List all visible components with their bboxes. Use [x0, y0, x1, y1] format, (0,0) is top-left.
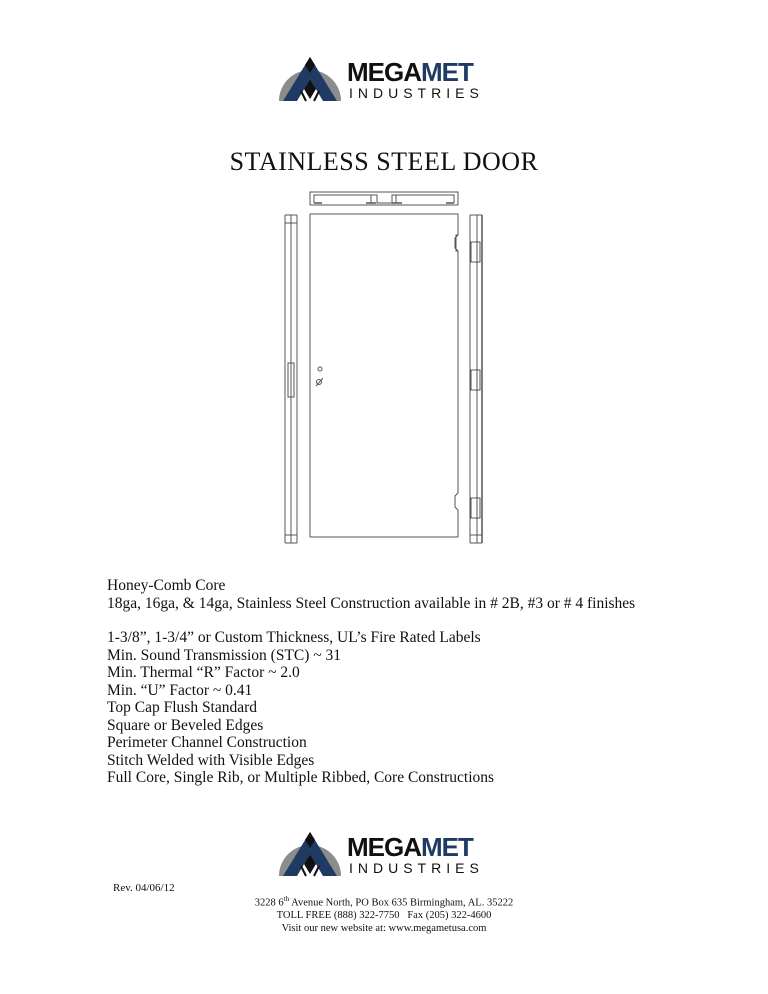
address-number: 3228 6 — [254, 897, 284, 909]
spec-line: Min. Thermal “R” Factor ~ 2.0 — [107, 664, 300, 681]
logo-mega: MEGA — [347, 832, 421, 862]
logo-subtitle: INDUSTRIES — [349, 860, 484, 876]
spec-line: Stitch Welded with Visible Edges — [107, 751, 315, 769]
spec-line: Square or Beveled Edges — [107, 716, 264, 734]
logo-mega: MEGA — [347, 57, 421, 87]
spec-line: Min. Sound Transmission (STC) ~ 31 — [107, 646, 342, 664]
spec-list — [107, 577, 635, 787]
logo-wordmark — [347, 57, 473, 88]
strike-jamb-section — [285, 215, 297, 543]
hinge-jamb-section — [456, 215, 482, 543]
megamet-logo-footer — [275, 828, 484, 880]
address-line — [0, 893, 768, 910]
door-leaf — [310, 214, 458, 537]
company-address-block — [0, 893, 768, 935]
door-drawing — [270, 185, 500, 555]
logo-met: MET — [421, 57, 473, 87]
megamet-emblem-icon — [275, 53, 345, 105]
spec-line: 1-3/8”, 1-3/4” or Custom Thickness, UL’s Fire Rated Labels — [107, 629, 481, 646]
megamet-emblem-icon — [275, 828, 345, 880]
spacer — [107, 612, 635, 629]
megamet-logo-header — [275, 53, 484, 105]
address-street: Avenue North, PO Box 635 Birmingham, AL. 35222 — [289, 897, 514, 909]
spec-line: Perimeter Channel Construction — [107, 734, 307, 751]
top-cap-section — [310, 192, 458, 205]
website-line: Visit our new website at: www.megametusa.com — [281, 922, 487, 934]
spec-line: Top Cap Flush Standard — [107, 699, 258, 716]
spec-line: Min. “U” Factor ~ 0.41 — [107, 681, 253, 699]
spec-line: Full Core, Single Rib, or Multiple Ribbed, Core Constructions — [107, 769, 495, 786]
revision-date: Rev. 04/06/12 — [113, 882, 175, 894]
spec-line: Honey-Comb Core — [107, 577, 226, 594]
logo-wordmark — [347, 832, 473, 863]
phone-line: TOLL FREE (888) 322-7750 Fax (205) 322-4600 — [276, 910, 492, 921]
address-ordinal: th — [283, 895, 290, 903]
spec-line: 18ga, 16ga, & 14ga, Stainless Steel Construction available in # 2B, #3 or # 4 finishes — [107, 594, 636, 612]
logo-subtitle: INDUSTRIES — [349, 85, 484, 101]
page-title: STAINLESS STEEL DOOR — [229, 147, 539, 176]
logo-met: MET — [421, 832, 473, 862]
